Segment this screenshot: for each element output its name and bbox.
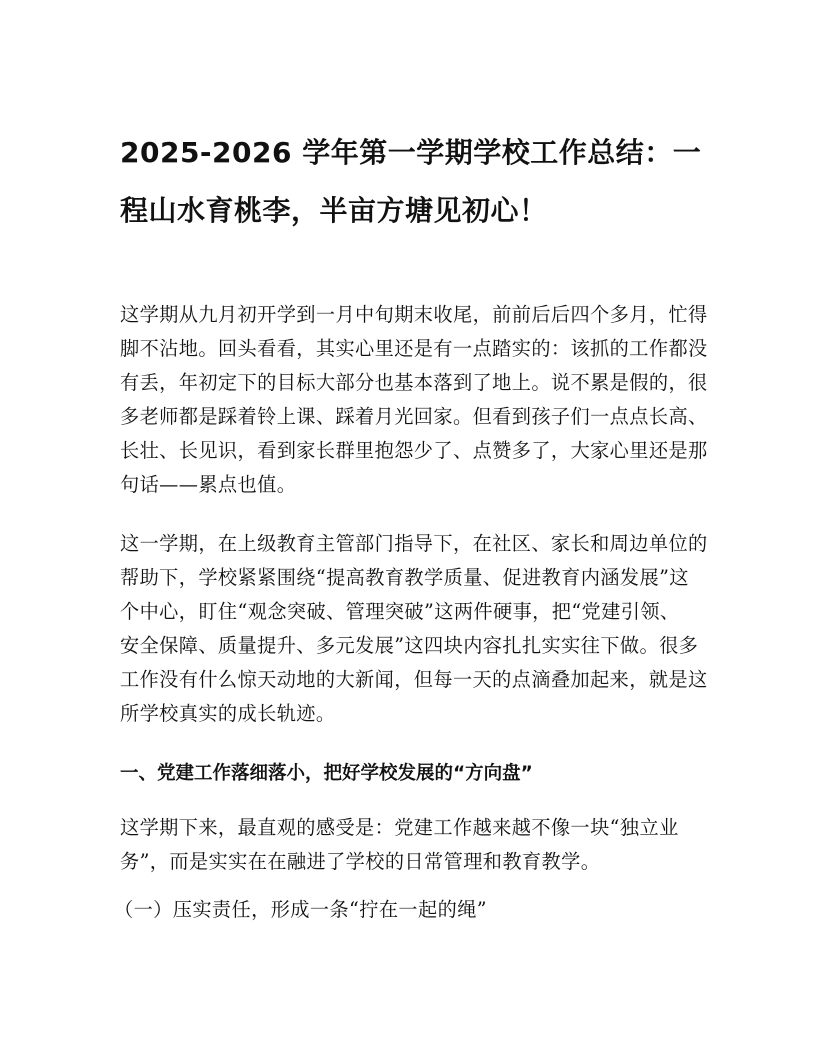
text-line: 工作没有什么惊天动地的大新闻，但每一天的点滴叠加起来，就是这 bbox=[120, 668, 708, 691]
text-line: 帮助下，学校紧紧围绕“提高教育教学质量、促进教育内涵发展”这 bbox=[120, 566, 689, 589]
text-line: 有丢，年初定下的目标大部分也基本落到了地上。说不累是假的，很 bbox=[120, 371, 708, 394]
text-line: 这学期从九月初开学到一月中旬期末收尾，前前后后四个多月，忙得 bbox=[120, 303, 708, 326]
document-title bbox=[120, 124, 702, 240]
text-line: 安全保障、质量提升、多元发展”这四块内容扎扎实实往下做。很多 bbox=[120, 634, 699, 657]
section-heading: 一、党建工作落细落小，把好学校发展的“方向盘” bbox=[120, 763, 533, 784]
text-line: 个中心，盯住“观念突破、管理突破”这两件硬事，把“党建引领、 bbox=[120, 600, 680, 623]
title-line: 程山水育桃李，半亩方塘见初心！ bbox=[120, 194, 548, 227]
text-line: 脚不沾地。回头看看，其实心里还是有一点踏实的：该抓的工作都没 bbox=[120, 337, 708, 360]
text-line: 多老师都是踩着铃上课、踩着月光回家。但看到孩子们一点点长高、 bbox=[120, 405, 708, 428]
text-line: 务”，而是实实在在融进了学校的日常管理和教育教学。 bbox=[120, 850, 601, 873]
title-line: 2025-2026 学年第一学期学校工作总结：一 bbox=[120, 136, 702, 169]
text-line: 长壮、长见识，看到家长群里抱怨少了、点赞多了，大家心里还是那 bbox=[120, 439, 708, 462]
section-paragraph bbox=[120, 811, 688, 879]
overview-paragraph bbox=[120, 527, 708, 731]
text-line: 这学期下来，最直观的感受是：党建工作越来越不像一块“独立业 bbox=[120, 816, 679, 839]
text-line: 句话——累点也值。 bbox=[120, 473, 297, 496]
intro-paragraph bbox=[120, 298, 708, 502]
subsection-heading: （一）压实责任，形成一条“拧在一起的绳” bbox=[114, 898, 487, 921]
text-line: 所学校真实的成长轨迹。 bbox=[120, 702, 336, 725]
text-line: 这一学期，在上级教育主管部门指导下，在社区、家长和周边单位的 bbox=[120, 532, 708, 555]
